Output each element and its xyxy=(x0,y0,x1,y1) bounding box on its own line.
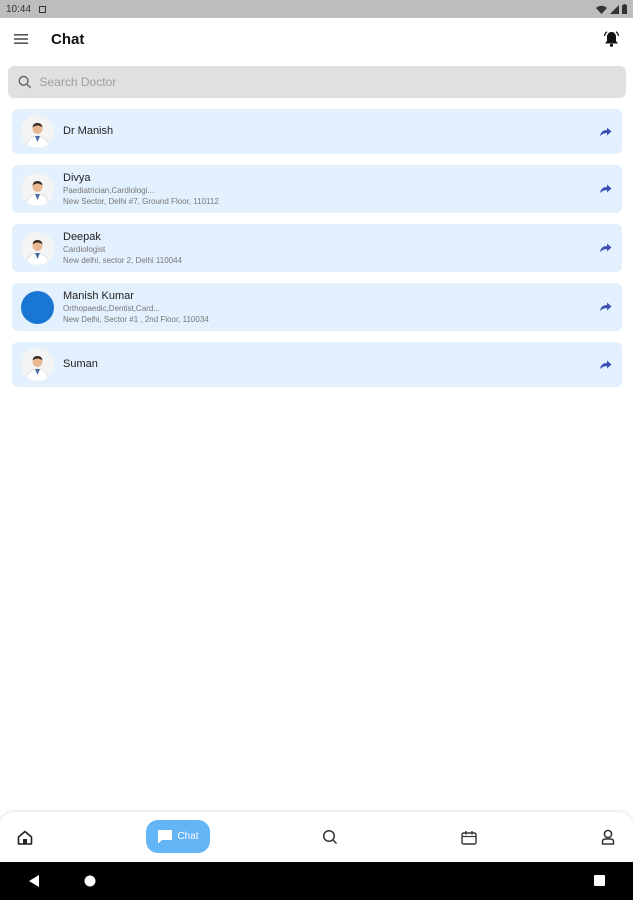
page-title: Chat xyxy=(51,30,85,48)
forward-arrow-icon[interactable] xyxy=(599,243,612,253)
nav-profile[interactable] xyxy=(597,826,619,848)
doctor-info xyxy=(63,125,113,138)
notification-icon xyxy=(39,6,46,13)
profile-icon xyxy=(601,829,615,845)
doctor-specialty: Paediatrician,Cardiologi... xyxy=(63,185,155,195)
doctor-name: Manish Kumar xyxy=(63,289,134,302)
nav-chat[interactable] xyxy=(146,820,210,853)
bell-icon xyxy=(604,31,619,47)
search-icon xyxy=(18,75,32,89)
doctor-avatar xyxy=(21,173,54,206)
doctor-name: Suman xyxy=(63,358,98,370)
nav-search[interactable] xyxy=(319,826,341,848)
doctor-name: Dr Manish xyxy=(63,125,114,137)
forward-arrow-icon[interactable] xyxy=(599,127,612,137)
doctor-info xyxy=(63,290,209,325)
search-icon xyxy=(322,829,338,845)
menu-button[interactable] xyxy=(10,28,32,50)
notifications-button[interactable] xyxy=(599,27,623,51)
signal-icon xyxy=(610,5,619,14)
bottom-navigation xyxy=(0,812,633,862)
forward-arrow-icon[interactable] xyxy=(599,184,612,194)
doctor-info xyxy=(63,358,98,371)
search-bar xyxy=(8,66,626,98)
doctor-address: New Sector, Delhi #7, Ground Floor, 110112 xyxy=(63,196,219,206)
nav-home[interactable] xyxy=(14,826,36,848)
doctor-card-divya[interactable] xyxy=(12,165,622,213)
doctor-avatar xyxy=(21,232,54,265)
home-circle-icon[interactable] xyxy=(84,875,96,887)
calendar-icon xyxy=(461,830,477,845)
status-time: 10:44 xyxy=(6,3,32,15)
doctor-name: Divya xyxy=(63,171,91,184)
doctor-info xyxy=(63,172,219,207)
doctor-card-suman[interactable] xyxy=(12,342,622,387)
chat-icon xyxy=(157,829,173,844)
doctor-avatar-placeholder xyxy=(21,291,54,324)
doctor-info xyxy=(63,231,182,266)
forward-arrow-icon[interactable] xyxy=(599,302,612,312)
nav-chat-label: Chat xyxy=(177,831,199,842)
doctor-address: New Delhi, Sector #1 , 2nd Floor, 110034 xyxy=(63,314,209,324)
doctor-card-manish-kumar[interactable] xyxy=(12,283,622,331)
doctor-avatar xyxy=(21,115,54,148)
home-icon xyxy=(17,830,33,845)
doctor-specialty: Cardiologist xyxy=(63,244,106,254)
wifi-icon xyxy=(596,5,607,14)
doctor-address: New delhi, sector 2, Delhi 110044 xyxy=(63,255,183,265)
doctor-card-dr-manish[interactable] xyxy=(12,109,622,154)
system-navigation-bar xyxy=(0,862,633,900)
app-bar xyxy=(0,18,633,60)
doctor-list xyxy=(12,109,622,398)
battery-icon xyxy=(622,4,627,14)
doctor-card-deepak[interactable] xyxy=(12,224,622,272)
doctor-name: Deepak xyxy=(63,230,101,243)
nav-appointments[interactable] xyxy=(458,826,480,848)
forward-arrow-icon[interactable] xyxy=(599,360,612,370)
status-bar xyxy=(0,0,633,18)
recent-apps-icon[interactable] xyxy=(594,875,605,886)
doctor-specialty: Orthopaedic,Dentist,Card... xyxy=(63,303,160,313)
search-input[interactable] xyxy=(40,75,617,89)
doctor-avatar xyxy=(21,348,54,381)
hamburger-menu-icon xyxy=(14,34,28,44)
back-icon[interactable] xyxy=(28,874,40,888)
